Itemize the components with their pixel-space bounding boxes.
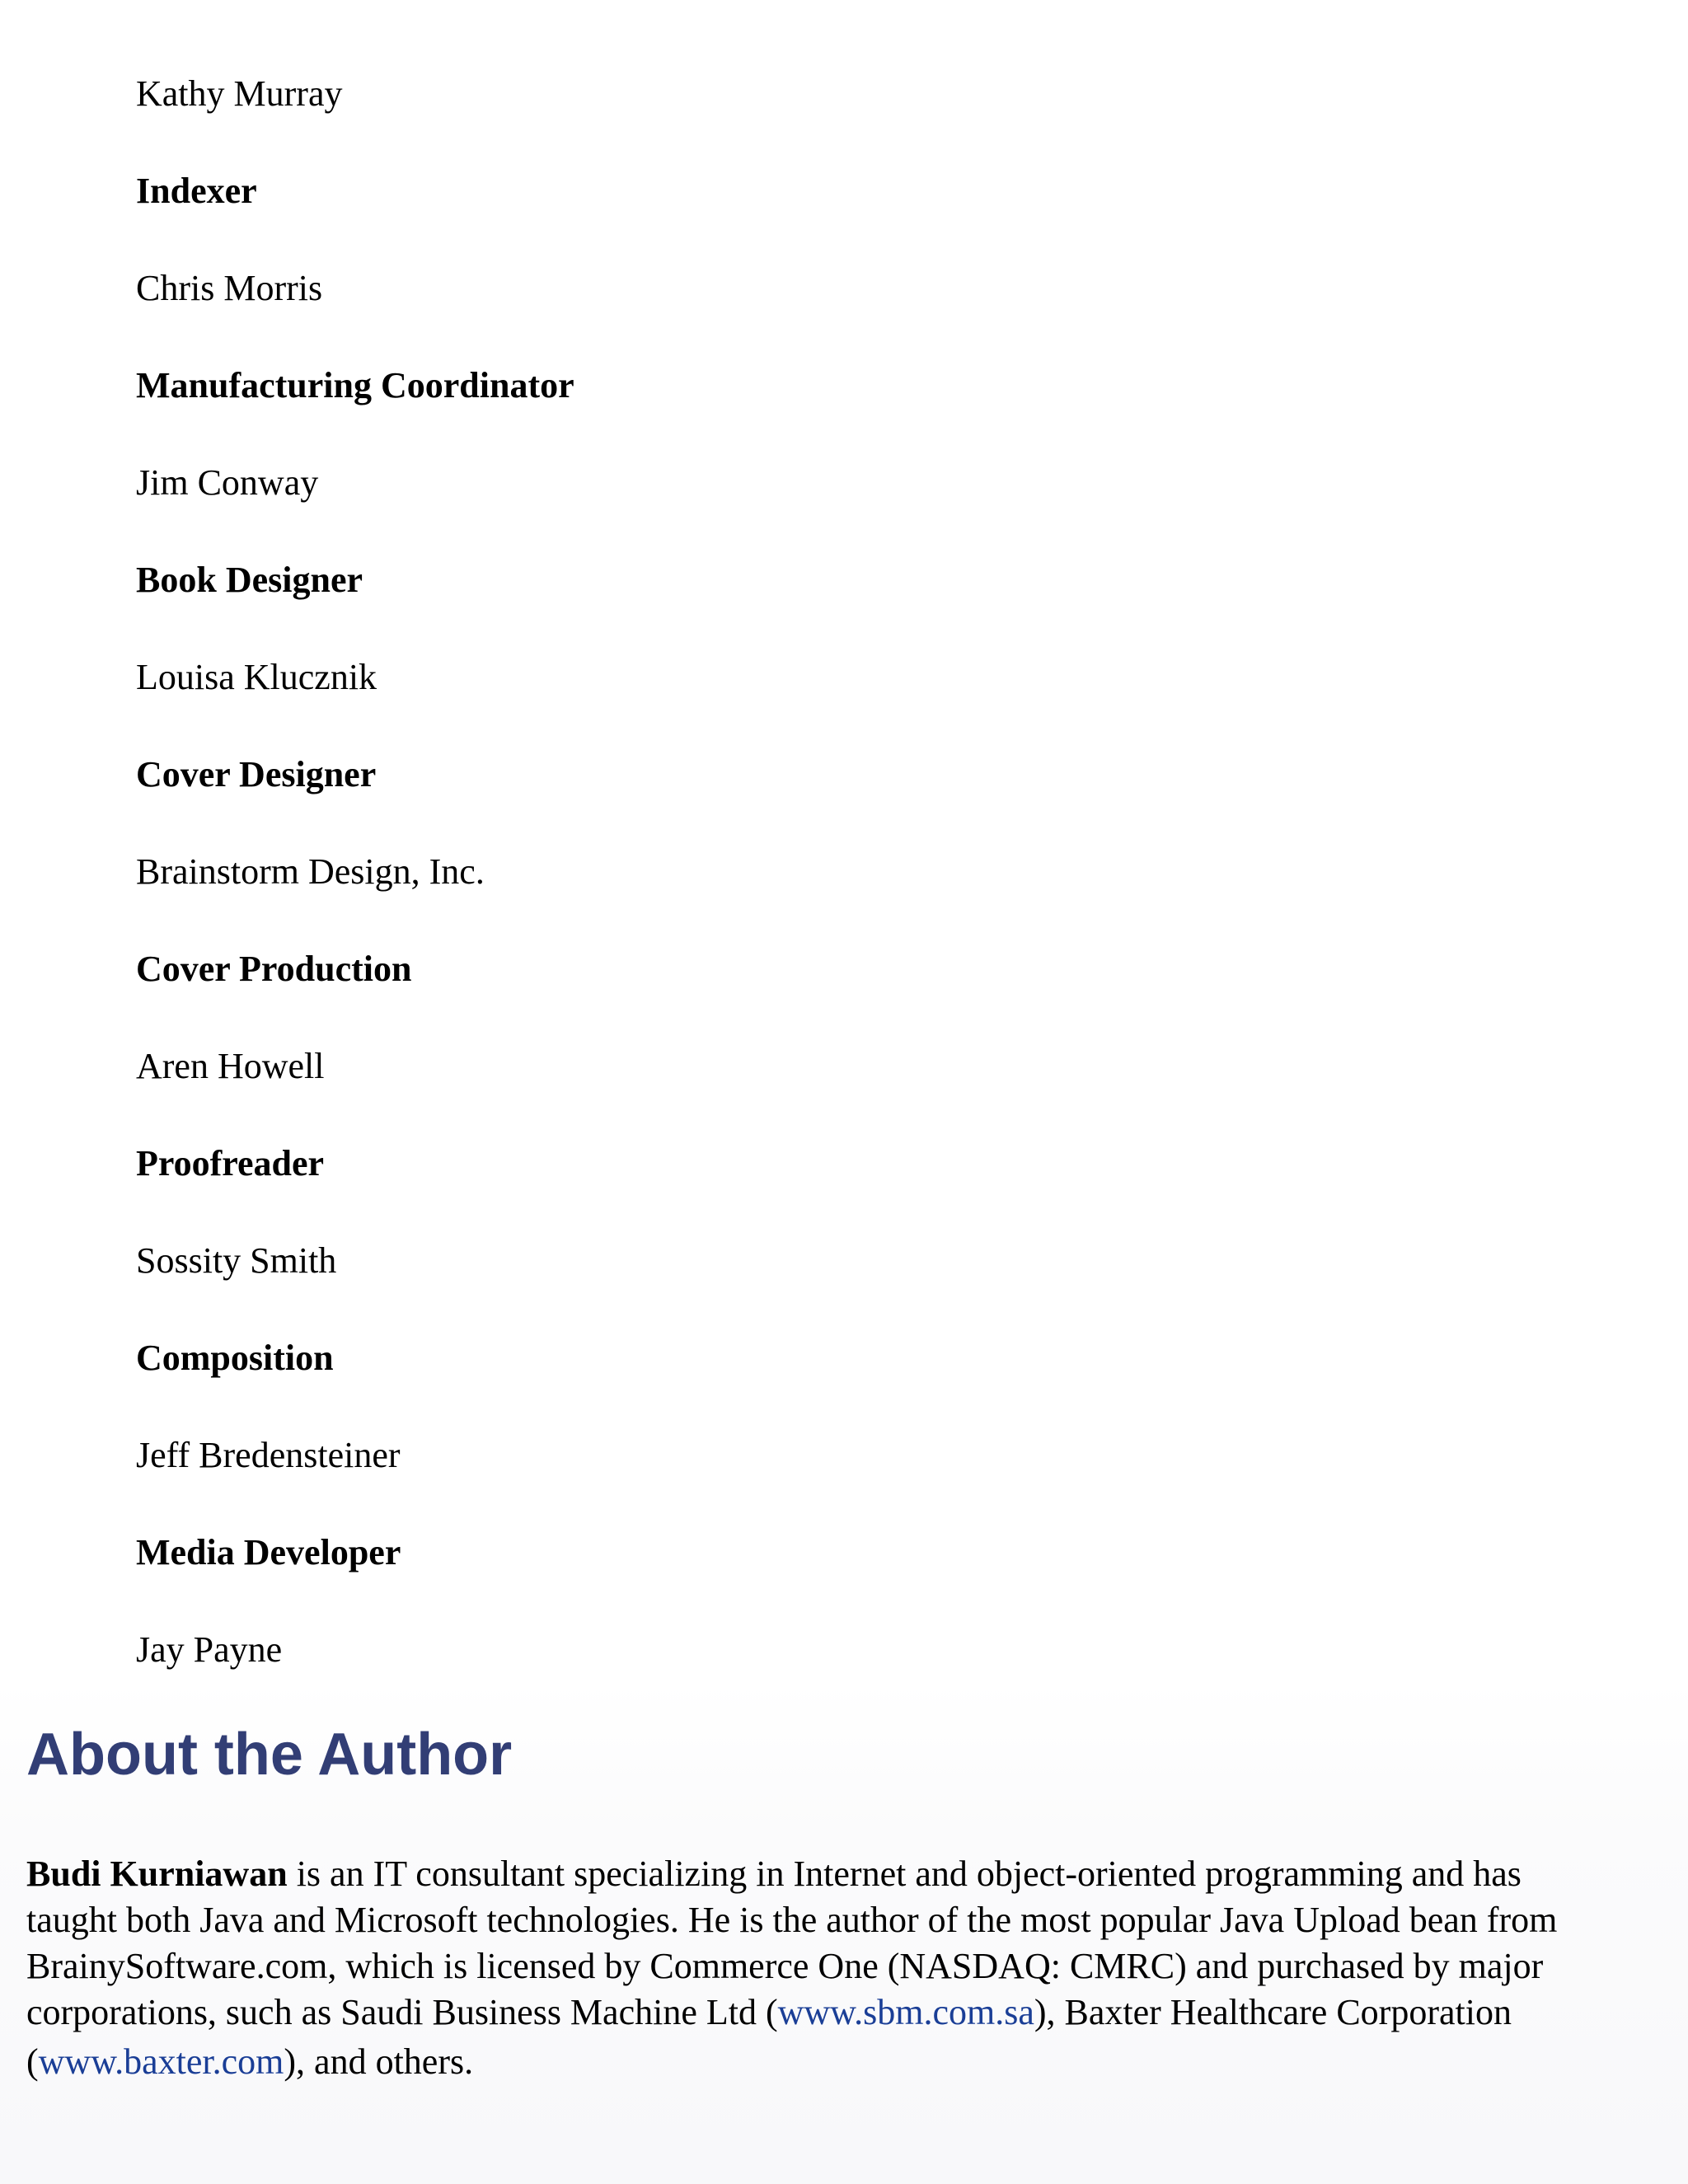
credit-person-name: Jim Conway	[136, 462, 319, 503]
bio-line: BrainySoftware.com, which is licensed by Commerce One (NASDAQ: CMRC) and purchased by major	[26, 1946, 1544, 1986]
bio-text: corporations, such as Saudi Business Machine Ltd (	[26, 1992, 778, 2032]
bio-line	[26, 2039, 1667, 2085]
credit-role-heading: Proofreader	[136, 1143, 325, 1183]
credit-person-name: Jeff Bredensteiner	[136, 1435, 401, 1475]
credit-person-name: Sossity Smith	[136, 1240, 337, 1281]
credit-person-name: Chris Morris	[136, 268, 323, 308]
credit-person-name: Louisa Klucznik	[136, 657, 377, 697]
sbm-website-link[interactable]: www.sbm.com.sa	[777, 1992, 1034, 2032]
bio-text: (	[26, 2041, 39, 2082]
credit-role-heading: Manufacturing Coordinator	[136, 365, 574, 405]
bio-text: ), Baxter Healthcare Corporation	[1034, 1992, 1512, 2032]
credit-person-name: Brainstorm Design, Inc.	[136, 851, 485, 892]
credit-role-heading: Cover Designer	[136, 754, 377, 794]
bio-text: is an IT consultant specializing in Internet and object-oriented programming and has	[287, 1854, 1522, 1894]
credit-role-heading: Cover Production	[136, 949, 412, 989]
bio-line	[26, 1990, 1667, 2036]
credit-role-heading: Media Developer	[136, 1532, 401, 1572]
credit-role-heading: Indexer	[136, 171, 257, 211]
about-author-heading: About the Author	[26, 1722, 513, 1788]
baxter-website-link[interactable]: www.baxter.com	[38, 2041, 284, 2082]
credit-person-name: Aren Howell	[136, 1046, 325, 1086]
credit-person-name: Kathy Murray	[136, 73, 343, 114]
credit-role-heading: Composition	[136, 1338, 334, 1378]
author-bio-paragraph	[26, 1851, 1667, 2085]
credit-role-heading: Book Designer	[136, 560, 363, 600]
credit-person-name: Jay Payne	[136, 1629, 283, 1670]
bio-line: taught both Java and Microsoft technologies. He is the author of the most popular Java Upload bean from	[26, 1900, 1558, 1940]
bio-text: ), and others.	[284, 2041, 474, 2082]
author-name: Budi Kurniawan	[26, 1854, 288, 1894]
bio-line	[26, 1851, 1667, 1897]
